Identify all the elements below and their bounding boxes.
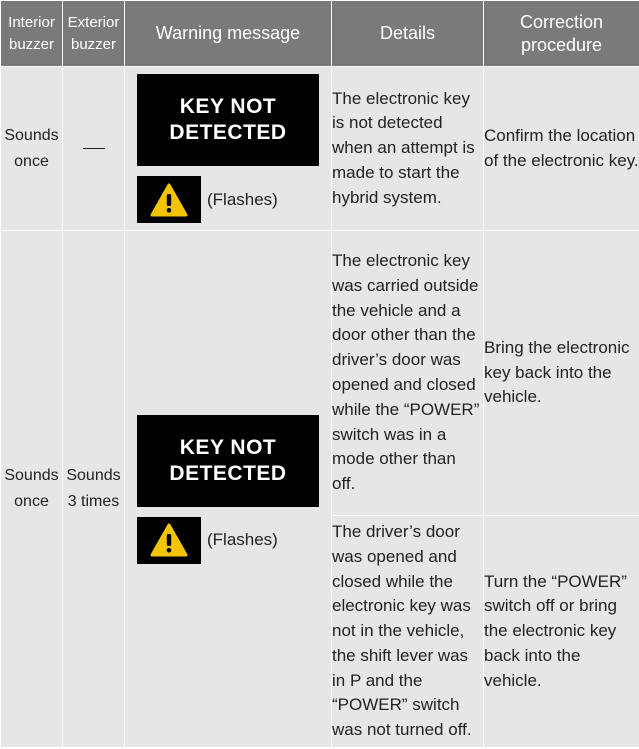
warning-triangle-icon xyxy=(137,176,201,223)
warning-triangle-icon xyxy=(137,517,201,564)
header-correction-procedure: Correction procedure xyxy=(484,1,639,67)
header-details: Details xyxy=(332,1,484,67)
correction-cell: Turn the “POWER” switch off or bring the electronic key back into the vehicle. xyxy=(484,516,639,748)
table-header-row xyxy=(1,1,639,67)
header-warning-message: Warning message xyxy=(125,1,332,67)
exterior-buzzer-cell: Sounds 3 times xyxy=(63,231,125,748)
interior-buzzer-cell: Sounds once xyxy=(1,67,63,231)
exterior-buzzer-cell xyxy=(63,67,125,231)
table-row xyxy=(1,231,639,516)
key-not-detected-message: KEY NOT DETECTED xyxy=(137,74,319,166)
correction-cell: Confirm the location of the electronic key. xyxy=(484,67,639,231)
flashes-label: (Flashes) xyxy=(207,189,278,209)
key-not-detected-message: KEY NOT DETECTED xyxy=(137,415,319,507)
none-dash xyxy=(83,148,105,149)
flashes-label: (Flashes) xyxy=(207,530,278,549)
header-exterior-buzzer: Exterior buzzer xyxy=(63,1,125,67)
correction-cell: Bring the electronic key back into the vehicle. xyxy=(484,231,639,516)
details-cell: The electronic key is not detected when an attempt is made to start the hybrid system. xyxy=(332,67,484,231)
details-cell: The driver’s door was opened and closed while the electronic key was not in the vehicle, the shift lever was in P and the “POWER” switch was not turned off. xyxy=(332,516,484,748)
interior-buzzer-cell: Sounds once xyxy=(1,231,63,748)
warning-message-cell xyxy=(125,231,332,748)
details-cell: The electronic key was carried outside the vehicle and a door other than the driver’s door was opened and closed while the “POWER” switch was in a mode other than off. xyxy=(332,231,484,516)
table-row xyxy=(1,67,639,231)
warning-message-cell xyxy=(125,67,332,231)
header-interior-buzzer: Interior buzzer xyxy=(1,1,63,67)
